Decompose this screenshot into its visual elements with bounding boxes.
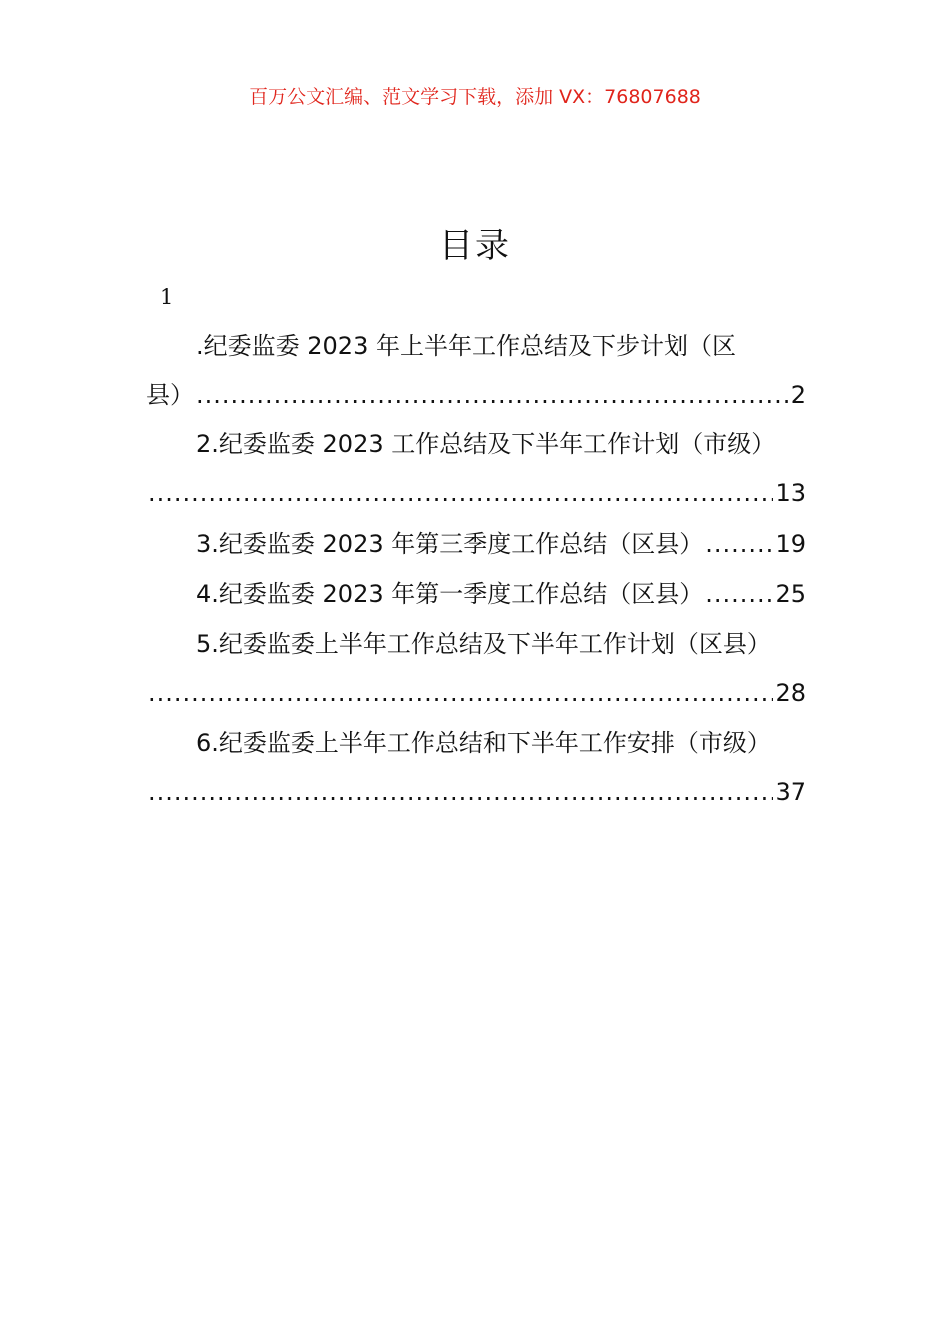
toc-entry-5[interactable] [146,629,806,708]
toc-leader-dots [196,380,789,410]
toc-entry-title: 6.纪委监委上半年工作总结和下半年工作安排（市级） [196,729,771,757]
toc-leader-dots [705,579,773,609]
stray-number: 1 [160,285,174,309]
toc-page-number: 13 [775,479,806,507]
toc-entry-title: 5.纪委监委上半年工作总结及下半年工作计划（区县） [196,630,771,658]
toc-page-number: 19 [775,530,806,558]
toc-page-number: 2 [790,381,806,409]
page-title: 目录 [439,226,511,266]
toc-page-number: 25 [775,580,806,608]
toc-entry-title: 3.纪委监委 2023 年第三季度工作总结（区县） [196,530,704,558]
toc-entry-1[interactable] [146,331,806,410]
toc-entry-4[interactable] [146,579,806,609]
toc-entry-6[interactable] [146,728,806,807]
toc-entry-2[interactable] [146,429,806,508]
toc-page-number: 37 [775,778,806,806]
toc-page-number: 28 [775,679,806,707]
toc-entry-title: .纪委监委 2023 年上半年工作总结及下步计划（区 [196,332,736,360]
toc-leader-dots [148,777,773,807]
toc-leader-dots [148,678,773,708]
toc-entry-3[interactable] [146,529,806,559]
toc-leader-dots [705,529,773,559]
toc-leader-dots [148,478,773,508]
toc-entry-title: 4.纪委监委 2023 年第一季度工作总结（区县） [196,580,704,608]
toc-entry-title-continued: 县） [146,381,194,409]
header-note: 百万公文汇编、范文学习下载，添加 VX：76807688 [249,86,701,108]
toc-entry-title: 2.纪委监委 2023 工作总结及下半年工作计划（市级） [196,430,776,458]
